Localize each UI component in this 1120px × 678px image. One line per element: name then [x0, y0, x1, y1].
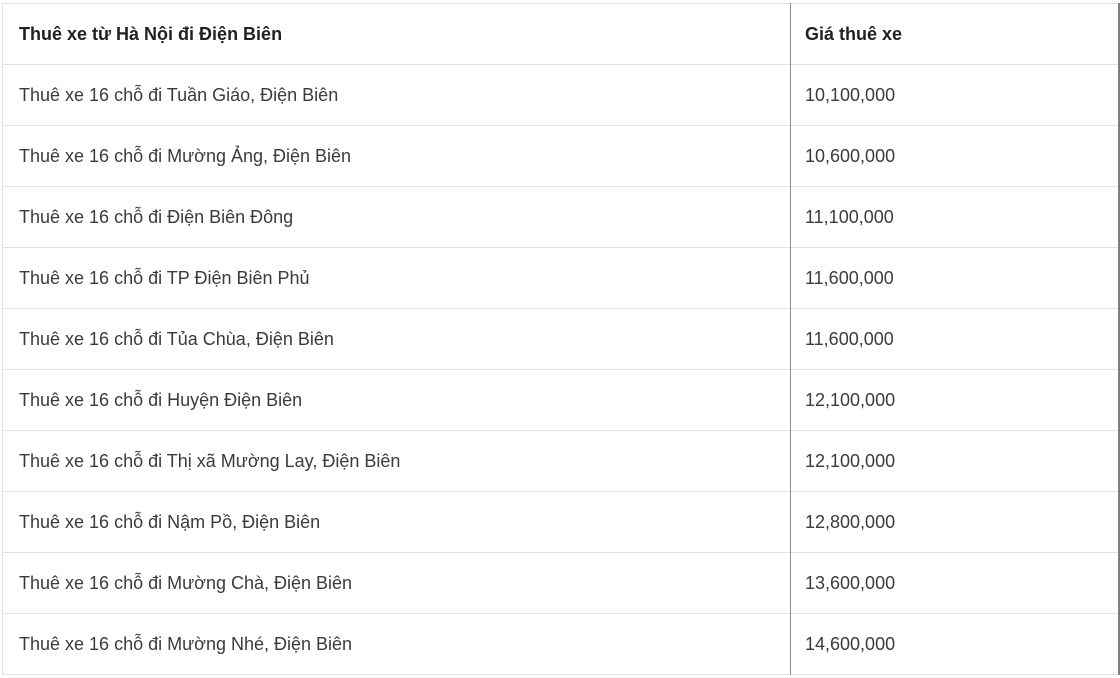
price-cell: 10,600,000	[791, 126, 1119, 187]
route-cell: Thuê xe 16 chỗ đi TP Điện Biên Phủ	[3, 248, 791, 309]
route-cell: Thuê xe 16 chỗ đi Mường Nhé, Điện Biên	[3, 614, 791, 675]
price-cell: 10,100,000	[791, 65, 1119, 126]
table-row	[3, 553, 1119, 614]
price-cell: 14,600,000	[791, 614, 1119, 675]
rental-price-table	[2, 3, 1120, 675]
price-cell: 11,600,000	[791, 309, 1119, 370]
route-cell: Thuê xe 16 chỗ đi Thị xã Mường Lay, Điện Biên	[3, 431, 791, 492]
table-row	[3, 431, 1119, 492]
table-row	[3, 614, 1119, 675]
price-cell: 12,800,000	[791, 492, 1119, 553]
price-cell: 11,100,000	[791, 187, 1119, 248]
price-cell: 11,600,000	[791, 248, 1119, 309]
route-cell: Thuê xe 16 chỗ đi Mường Chà, Điện Biên	[3, 553, 791, 614]
table-row	[3, 492, 1119, 553]
table-row	[3, 248, 1119, 309]
route-cell: Thuê xe 16 chỗ đi Nậm Pồ, Điện Biên	[3, 492, 791, 553]
table-row	[3, 126, 1119, 187]
route-cell: Thuê xe 16 chỗ đi Tuần Giáo, Điện Biên	[3, 65, 791, 126]
route-cell: Thuê xe 16 chỗ đi Tủa Chùa, Điện Biên	[3, 309, 791, 370]
table-row	[3, 370, 1119, 431]
price-cell: 12,100,000	[791, 370, 1119, 431]
price-cell: 13,600,000	[791, 553, 1119, 614]
table-row	[3, 187, 1119, 248]
route-cell: Thuê xe 16 chỗ đi Huyện Điện Biên	[3, 370, 791, 431]
route-cell: Thuê xe 16 chỗ đi Điện Biên Đông	[3, 187, 791, 248]
price-column-header: Giá thuê xe	[791, 4, 1119, 65]
route-cell: Thuê xe 16 chỗ đi Mường Ảng, Điện Biên	[3, 126, 791, 187]
price-cell: 12,100,000	[791, 431, 1119, 492]
route-column-header: Thuê xe từ Hà Nội đi Điện Biên	[19, 23, 283, 44]
table-row	[3, 65, 1119, 126]
table-row	[3, 309, 1119, 370]
table-header-row	[3, 4, 1119, 65]
